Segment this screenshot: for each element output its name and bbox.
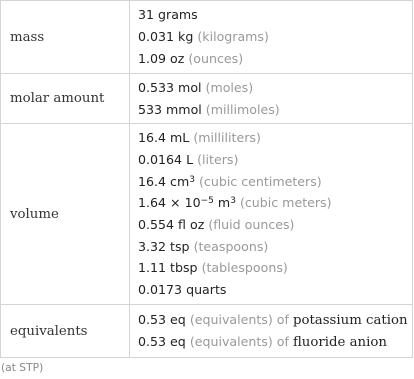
row-values	[130, 124, 413, 305]
equivalent-target: potassium cation	[292, 313, 408, 329]
value-text: 1.11 tbsp	[138, 260, 198, 276]
value-line	[138, 309, 412, 331]
value-text: 0.53 eq	[138, 312, 186, 328]
value-line	[138, 257, 412, 279]
value-text: 1.64 × 10	[138, 195, 201, 211]
value-text: 533 mmol	[138, 101, 202, 117]
value-text: 0.0164 L	[138, 151, 194, 167]
unit-name: (kilograms)	[197, 29, 269, 45]
unit-name: (equivalents)	[189, 334, 273, 349]
value-text: 31 grams	[138, 7, 198, 23]
unit-name: (equivalents)	[189, 312, 273, 328]
exponent: 3	[189, 174, 195, 185]
value-line	[138, 4, 412, 26]
value-text: 0.53 eq	[138, 334, 186, 349]
unit-name: (cubic centimeters)	[199, 173, 322, 189]
table-row-molar-amount	[1, 74, 413, 124]
row-values	[130, 305, 413, 358]
unit-name: (fluid ounces)	[208, 217, 295, 232]
value-text: 0.031 kg	[138, 29, 194, 45]
value-line	[138, 171, 412, 193]
value-text: 16.4 mL	[138, 130, 190, 146]
of-connector: of	[276, 312, 289, 328]
unit-name: (teaspoons)	[193, 238, 269, 254]
unit-name: (ounces)	[188, 50, 244, 66]
exponent: −5	[200, 196, 214, 207]
value-text: 0.554 fl oz	[138, 217, 205, 232]
row-label: molar amount	[1, 74, 130, 124]
value-line	[138, 48, 412, 70]
equivalent-target: fluoride anion	[292, 335, 387, 350]
row-values	[130, 1, 413, 74]
table-row-equivalents	[1, 305, 413, 358]
value-line	[138, 214, 412, 236]
value-line	[138, 77, 412, 99]
value-line	[138, 236, 412, 258]
row-values	[130, 74, 413, 124]
unit-name: (milliliters)	[193, 130, 261, 146]
value-text: 16.4 cm	[138, 173, 190, 189]
value-line	[138, 127, 412, 149]
value-line	[138, 331, 412, 353]
footnote: (at STP)	[1, 361, 44, 374]
value-text: 0.533 mol	[138, 79, 202, 95]
value-line	[138, 192, 412, 214]
unit-name: (millimoles)	[205, 101, 280, 117]
unit-name: (tablespoons)	[201, 260, 288, 276]
value-unit-symbol: m	[213, 195, 231, 211]
value-line	[138, 26, 412, 48]
value-line	[138, 279, 412, 301]
unit-name: (cubic meters)	[239, 195, 332, 211]
value-text: 3.32 tsp	[138, 238, 190, 254]
table-row-volume	[1, 124, 413, 305]
value-text: 1.09 oz	[138, 50, 185, 66]
value-text: 0.0173 quarts	[138, 282, 227, 298]
unit-name: (liters)	[197, 151, 239, 167]
row-label: mass	[1, 1, 130, 74]
row-label: equivalents	[1, 305, 130, 358]
of-connector: of	[276, 334, 289, 349]
row-label: volume	[1, 124, 130, 305]
unit-name: (moles)	[205, 79, 254, 95]
table-row-mass	[1, 1, 413, 74]
value-line	[138, 149, 412, 171]
value-line	[138, 99, 412, 121]
exponent: 3	[230, 196, 236, 207]
